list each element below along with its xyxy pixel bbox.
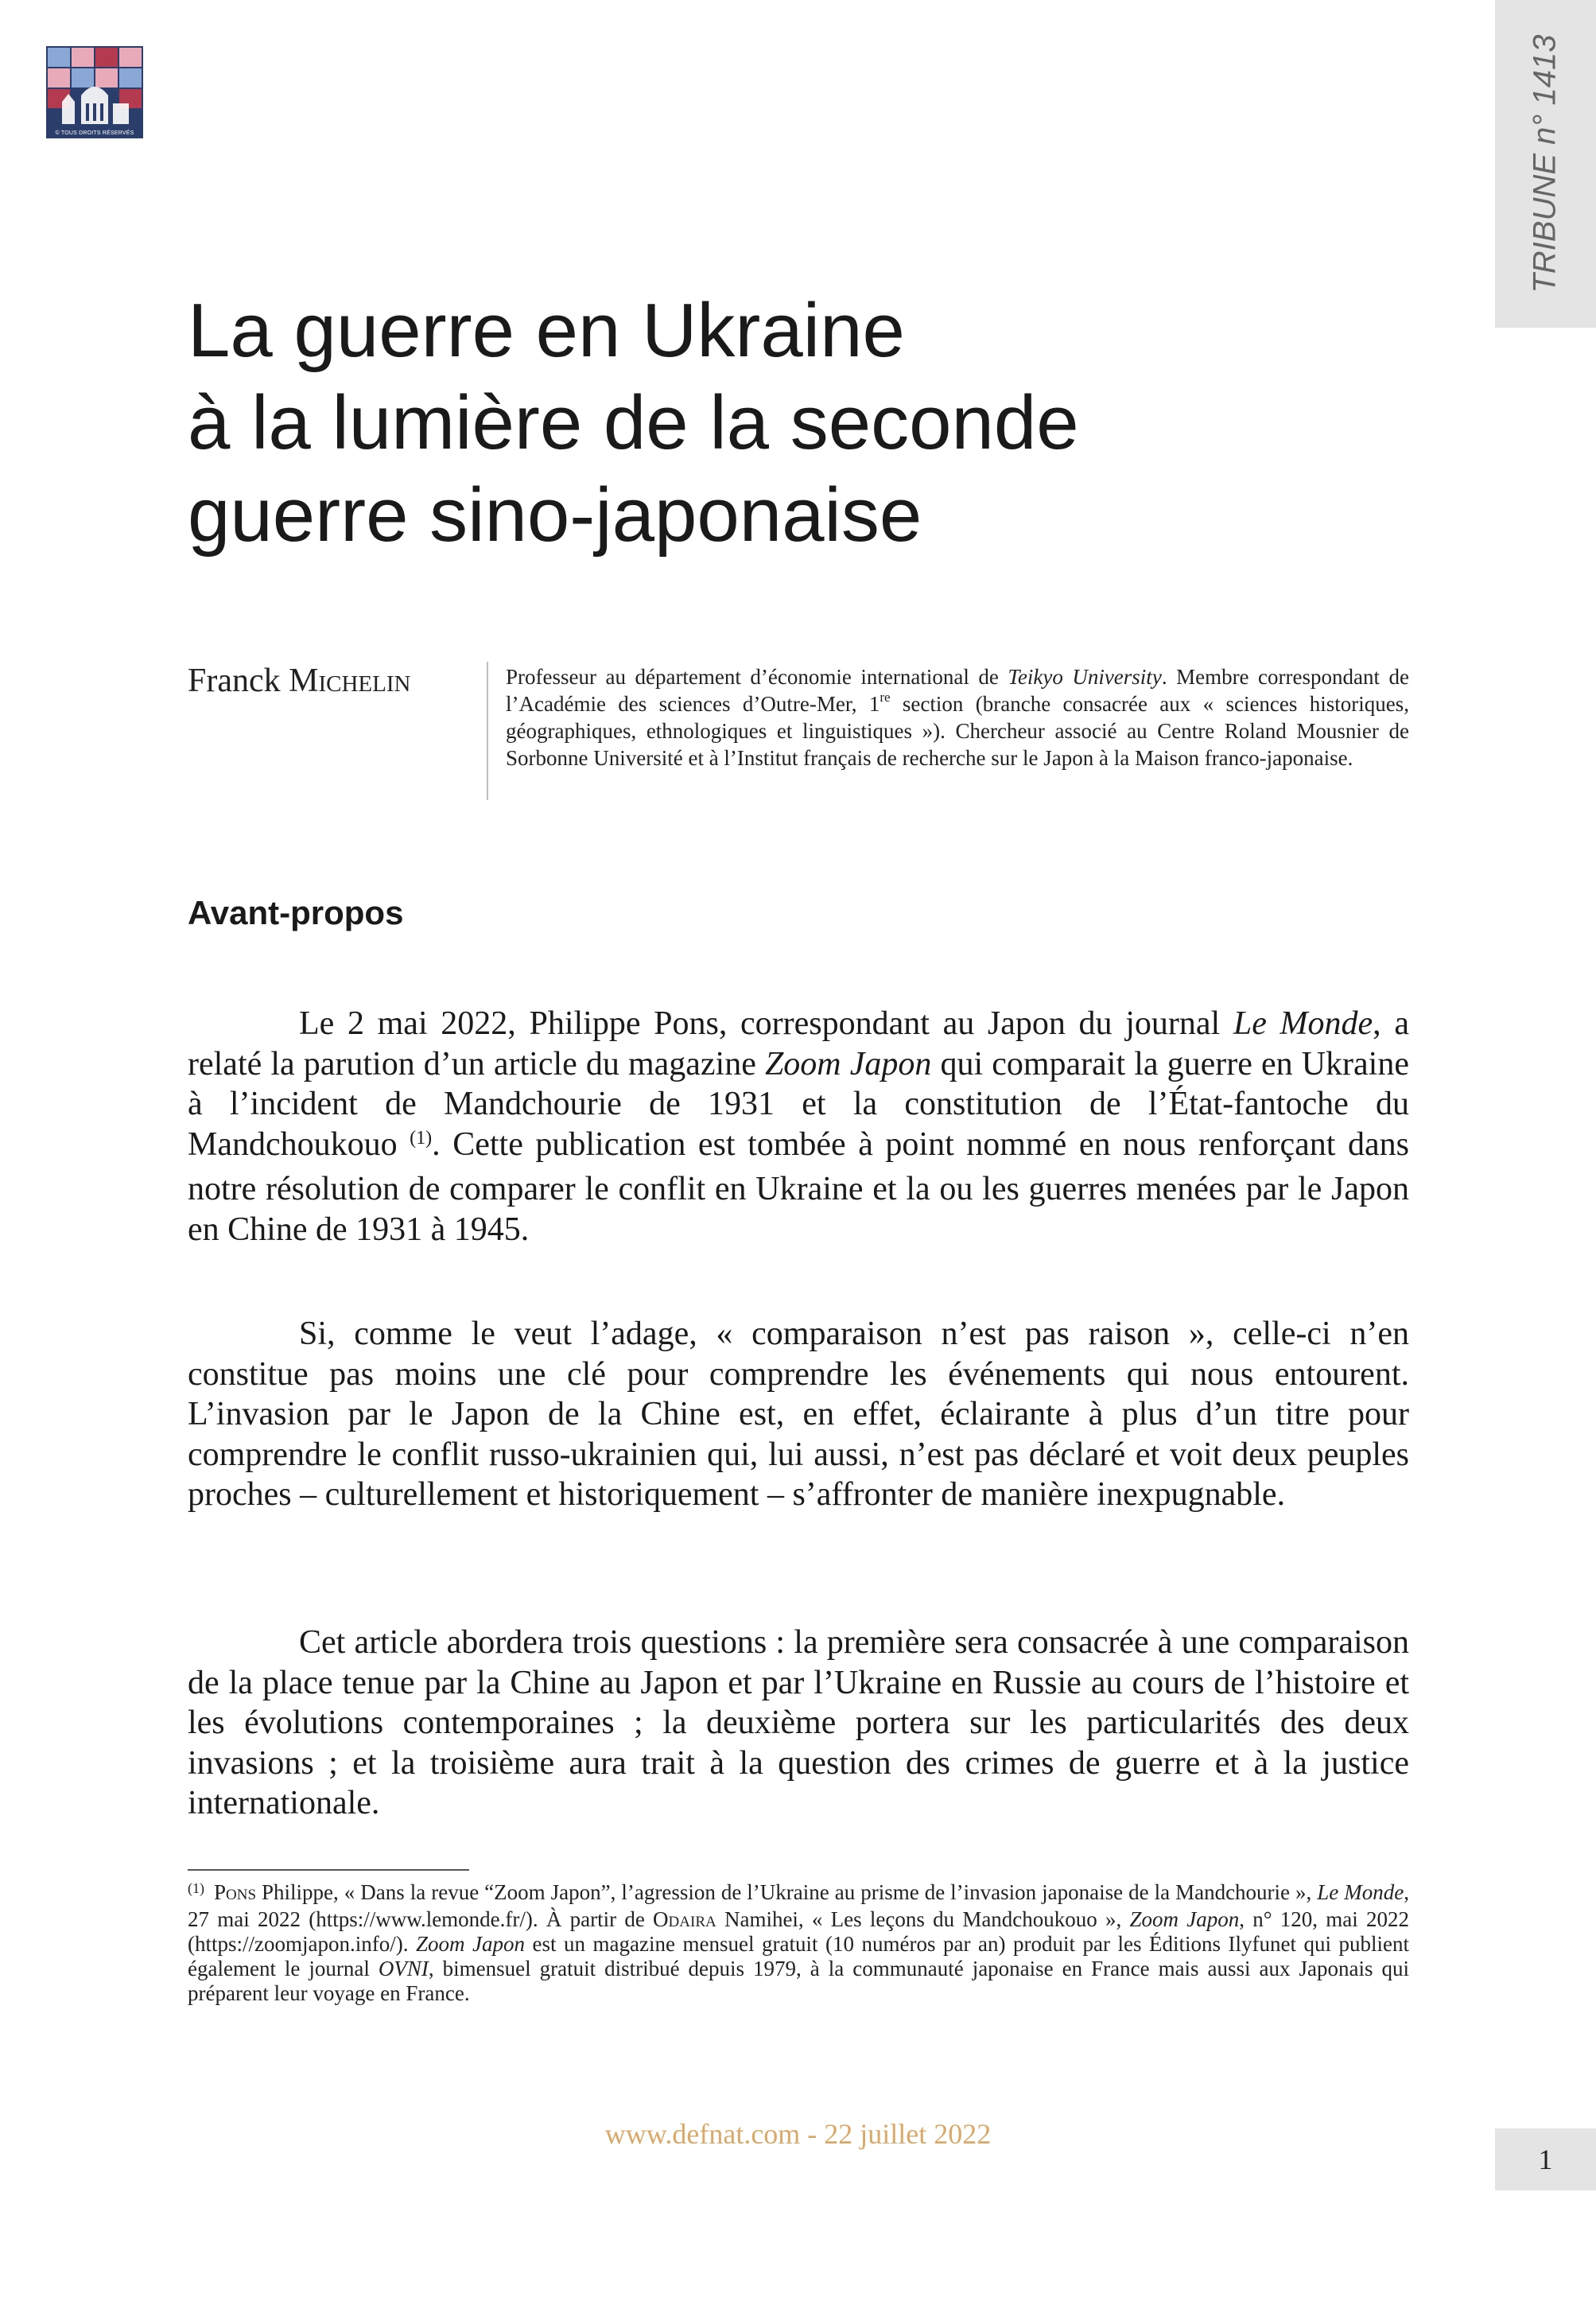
bio-text-3: section (branche consacrée aux « sciences historiques, géographiques, ethnologiques et linguistiques »). Chercheur associé au Centre Roland Mousnier de Sorbonne Université et à l’Institut français de recherche sur le Japon à la Maison franco-japonaise. bbox=[506, 692, 1409, 770]
title-line-2: à la lumière de la seconde bbox=[188, 380, 1079, 465]
author-name bbox=[188, 662, 410, 700]
p1-text-b: , a relaté la parution d’un article du magazine bbox=[188, 1005, 1409, 1082]
p1-zoom-japon: Zoom Japon bbox=[764, 1045, 932, 1082]
tribune-number: TRIBUNE n° 1413 bbox=[1527, 34, 1563, 293]
article-title bbox=[188, 285, 1380, 562]
p1-text-a: Le 2 mai 2022, Philippe Pons, correspondant au Japon du journal bbox=[299, 1005, 1233, 1042]
fn-zoom-japon-2: Zoom Japon bbox=[415, 1932, 525, 1956]
logo-emblem-icon bbox=[46, 46, 143, 129]
page-footer[interactable]: www.defnat.com - 22 juillet 2022 bbox=[604, 2118, 992, 2150]
footnote-mark: (1) bbox=[188, 1880, 204, 1896]
bio-university: Teikyo University bbox=[1008, 665, 1162, 689]
fn-le-monde: Le Monde bbox=[1317, 1880, 1404, 1904]
fn-author-1: Pons bbox=[214, 1880, 257, 1904]
fn-zoom-japon-1: Zoom Japon bbox=[1129, 1907, 1240, 1931]
tribune-side-tab bbox=[1495, 0, 1596, 328]
p1-le-monde: Le Monde bbox=[1233, 1005, 1373, 1042]
fn-text-c: Namihei, « Les leçons du Mandchoukouo », bbox=[716, 1907, 1130, 1931]
logo-caption: © TOUS DROITS RÉSERVÉS bbox=[46, 129, 143, 138]
page-number-tab bbox=[1495, 2128, 1596, 2190]
paragraph-3: Cet article abordera trois questions : la première sera consacrée à une comparaison de la place tenue par la Chine au Japon et par l’Ukraine en Russie au cours de l’histoire et les évolutions contemporaines ; la deuxième portera sur les particularités des deux invasions ; et la troisième aura trait à la question des crimes de guerre et à la justice internationale. bbox=[188, 1624, 1409, 1821]
fn-text-e: est un magazine mensuel gratuit (10 numéros par an) produit par les Éditions Ilyfunet qui publient également le journal bbox=[188, 1932, 1409, 1980]
paragraph-2: Si, comme le veut l’adage, « comparaison n’est pas raison », celle-ci n’en constitue pas moins une clé pour comprendre les événements qui nous entourent. L’invasion par le Japon de la Chine est, en effet, éclairante à plus d’un titre pour comprendre le conflit russo-ukrainien qui, lui aussi, n’est pas déclaré et voit deux peuples proches – culturellement et historiquement – s’affronter de manière inexpugnable. bbox=[188, 1316, 1409, 1513]
footnote-reference[interactable]: (1) bbox=[410, 1127, 433, 1149]
author-last-name: Michelin bbox=[289, 663, 411, 699]
fn-text-b: , 27 mai 2022 (https://www.lemonde.fr/). À partir de bbox=[188, 1880, 1409, 1931]
author-first-name: Franck bbox=[188, 663, 281, 699]
footnote-divider bbox=[188, 1869, 469, 1871]
title-line-3: guerre sino-japonaise bbox=[188, 472, 922, 558]
footnote-1 bbox=[188, 1880, 1409, 2006]
p1-text-d: . Cette publication est tombée à point nommé en nous renforçant dans notre résolution de comparer le conflit en Ukraine et la ou les guerres menées par le Japon en Chine de 1931 à 1945. bbox=[188, 1125, 1409, 1248]
fn-ovni: OVNI bbox=[378, 1957, 429, 1980]
paragraph-1 bbox=[188, 1004, 1409, 1250]
section-heading: Avant-propos bbox=[188, 894, 404, 931]
page-number: 1 bbox=[1538, 2144, 1553, 2175]
fn-author-2: Odaira bbox=[653, 1907, 716, 1931]
bio-text-1: Professeur au département d’économie international de bbox=[506, 665, 1008, 689]
title-line-1: La guerre en Ukraine bbox=[188, 288, 905, 373]
bio-text-2: . Membre correspondant de l’Académie des sciences d’Outre-Mer, 1 bbox=[506, 665, 1409, 716]
author-divider bbox=[487, 662, 488, 800]
p1-text-c: qui comparait la guerre en Ukraine à l’incident de Mandchourie de 1931 et la constitution de l’État-fantoche du Mandchoukouo bbox=[188, 1045, 1409, 1163]
fn-text-d: , n° 120, mai 2022 (https://zoomjapon.info/). bbox=[188, 1907, 1410, 1956]
fn-text-a: Philippe, « Dans la revue “Zoom Japon”, l’agression de l’Ukraine au prisme de l’invasion japonaise de la Mandchourie », bbox=[256, 1880, 1318, 1904]
fn-text-f: , bimensuel gratuit distribué depuis 1979, à la communauté japonaise en France mais aussi aux Japonais qui préparent leur voyage en France. bbox=[188, 1957, 1410, 2005]
bio-superscript: re bbox=[880, 690, 891, 705]
author-bio bbox=[506, 663, 1409, 772]
publication-logo bbox=[46, 46, 143, 138]
